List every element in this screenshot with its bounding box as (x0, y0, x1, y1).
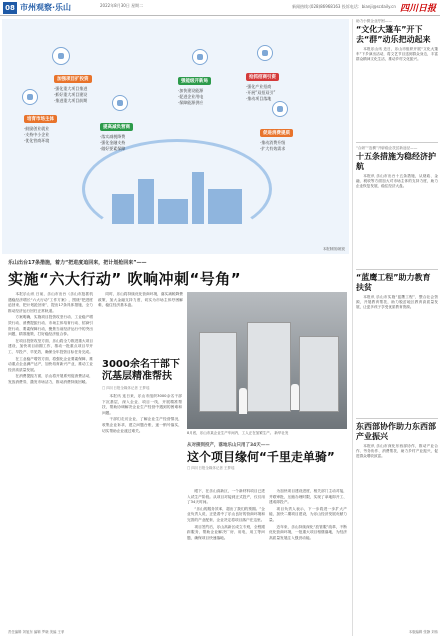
story-project (187, 442, 347, 473)
contact-info: 新闻热线:(028)86968163 投诉电话：bianji@scdaily.cn (292, 4, 396, 9)
node-5-title: 促进消费提质 (260, 129, 293, 137)
left-area (2, 19, 349, 636)
sidebar (352, 19, 438, 636)
story-cadres-body: 本报讯 连日来，乐山市组织3000余名干部下沉基层，深入企业、项目一线，开展精准帮扶，帮助协调解决企业生产经营中遇到的困难和问题。 干部们走访企业，了解企业生产经营情况，收集企业诉求，建立问题台账，逐一销号落实，切实帮助企业渡过难关。 (102, 394, 182, 433)
node-4 (100, 113, 172, 152)
investment-icon (257, 45, 273, 61)
node-3-text: ·强化产业招商 ·开展“双招双引” ·推动项目落地 (246, 84, 276, 101)
story-project-kicker: 从对接到投产，落地乐山只用了34天—— (187, 443, 270, 448)
story-cadres-headline: 3000余名干部下沉基层精准帮扶 (102, 359, 180, 382)
story-cadres (102, 359, 182, 534)
sidebar-headline: “文化大篷车”开下去“群”动乐把动起来 (356, 25, 431, 44)
story-project-headline: 这个项目缘何“千里走单骑” (187, 450, 335, 464)
main-kicker: 乐山出台17条措施，着力“把进度追回来，把计划抢回来”—— (8, 260, 147, 266)
node-5-text: ·推动消费升级 ·扩大有效需求 (260, 140, 286, 151)
node-0-title: 加强项目扩投资 (54, 75, 92, 83)
publish-date: 2022年8月30日 星期二 (100, 3, 144, 8)
node-5 (260, 119, 332, 152)
sidebar-story-3 (356, 422, 438, 524)
node-2-title: 强能级开新局 (178, 77, 211, 85)
sidebar-text: 本报讯 乐山市实施“蓝鹰工程”，整合社会资源，开展教育帮扶，助力脱贫地区教育高质量发展，让更多孩子享受优质教育资源。 (356, 295, 438, 310)
consumption-icon (272, 101, 288, 117)
story-project-col-b: 为加快项目建设进度，相关部门主动对接，并联审批，压缩办理时限，实现了拿地即开工、建成即投产。 项目负责人表示，下一步将进一步扩大产能，加快二期项目建设，为乐山经济发展贡献力量。 近年来，乐山持续深化“放管服”改革，不断优化营商环境，一批重大项目相继落地，为经济高质量发展注入强劲动能。 (269, 489, 347, 540)
sidebar-kicker: 助力小微企业纾困—— (356, 19, 392, 23)
node-1-title: 培育市场主体 (24, 115, 57, 123)
node-2-text: ·加快建设能源 ·促进企业用电 ·保障能源供应 (178, 88, 204, 105)
sidebar-headline: 十五条措施为稳经济护航 (356, 152, 436, 171)
main-headline: 实施“六大行动” 吹响冲刺“号角” (8, 270, 242, 288)
sidebar-text: 本报讯 乐山市出台十五条措施，从财政、金融、税收等方面加大对市场主体的支持力度，助力企业恢复发展，稳住经济大盘。 (356, 174, 438, 189)
editor-credits: 责任编辑 刘旭东 编辑 罗晓 美编 王菲 (8, 630, 65, 634)
page-header (0, 0, 440, 16)
main-body-col1: 本报乐山讯 日前，乐山市出台《乐山市抢抓机遇稳经济增长“六大行动”工作方案》，围绕“把进度追回来，把计划抢回来”，提出17条具体措施，全力推动经济运行回归正常轨道。 方案明确，实施项目投资攻坚行动、工业稳产增效行动、消费提振行动、市场主体培育行动、招商引资行动、要素保障行动，聚焦当前经济运行中的突出问题，精准施策，打好稳经济组合拳。 在项目投资攻坚方面，乐山将全力推进重大项目建设，加快项目前期工作，推动一批重点项目早开工、早投产、早见效，确保全年投资目标任务完成。 在工业稳产增效方面，将强化企业要素保障，推动重点企业满产达产，加快培育新兴产业，推动工业经济高质量发展。 在消费提振方面，乐山将开展系列促消费活动，发放消费券，激发市场活力，推动消费持续回暖。 (8, 292, 93, 384)
story-project-col-a: 眼下，在乐山高新区，一个新材料项目已进入试生产阶段。从项目对接到正式投产，仅仅用了34天时间。 “乐山的服务效率，超出了我们的预期。”企业负责人说，正是看中了乐山良好的营商环境和完善的产业配套，企业决定将项目落户在这里。 项目签约后，乐山高新区成立专班，全程跟踪服务，帮助企业解决厂房、用电、用工等问题，确保项目快速落地。 (187, 489, 265, 540)
sidebar-text: 本报讯 乐山市深化东西部协作，推动产业合作、劳务协作、消费帮扶，助力乡村产业振兴，促进群众增收致富。 (356, 444, 438, 459)
node-3 (246, 63, 318, 102)
tax-icon (112, 95, 128, 111)
sidebar-story-2 (356, 273, 438, 415)
node-0-text: ·强化重大项目推进 ·抓好重大项目建设 ·推进重大项目前期 (54, 86, 88, 103)
divider (356, 418, 438, 419)
divider (356, 269, 438, 270)
story-cadres-byline: □ 四川日报全媒体记者 王梦瑶 (102, 386, 150, 390)
energy-icon (192, 49, 208, 65)
node-1-text: ·鼓励创业就业 ·支持中小企业 ·优化营商环境 (24, 126, 50, 143)
market-icon (22, 89, 38, 105)
sidebar-headline: “蓝鹰工程”助力教育扶贫 (356, 273, 431, 292)
page-number: 08 (3, 2, 17, 14)
node-4-title: 提高减负营商 (100, 123, 133, 131)
factory-photo (187, 292, 347, 429)
sidebar-story-0 (356, 19, 438, 139)
footer-credits: 本版编辑 张静 刘伟 (408, 630, 438, 634)
sidebar-headline: 东西部协作助力东西部产业振兴 (356, 422, 436, 441)
node-3-title: 抢抓招商引资 (246, 73, 279, 81)
photo-caption: 8月底，乐山市某企业生产车间内，工人正在加紧生产。 新华社发 (187, 431, 289, 435)
divider (356, 142, 438, 143)
infographic (2, 19, 349, 254)
project-icon (52, 47, 70, 65)
newspaper-logo: 四川日报 (399, 4, 436, 14)
infographic-credit: 本报制图/姚锐 (322, 247, 345, 251)
node-1 (24, 105, 94, 144)
section-name: 市州观察·乐山 (20, 3, 72, 12)
node-2 (178, 67, 248, 106)
factory-illustration (112, 169, 242, 224)
node-4-text: ·落实减税降费 ·强化金融支持 ·做好要素保障 (100, 134, 126, 151)
sidebar-kicker: “合纵”“连横”开辟稳企扶贫新途径—— (356, 146, 418, 150)
sidebar-text: 本报乐山讯 近日，乐山市组织开展“文化大篷车”下乡演出活动，将文艺节目送到群众身边，丰富群众精神文化生活，推动乡村文化振兴。 (356, 47, 438, 62)
main-body-col2: 同时，乐山将持续优化营商环境，落实减税降费政策，加大金融支持力度，切实为市场主体纾困解难，稳住经济基本盘。 (98, 292, 183, 308)
sidebar-story-1 (356, 146, 438, 266)
story-project-byline: □ 四川日报全媒体记者 王梦瑶 (187, 466, 235, 470)
